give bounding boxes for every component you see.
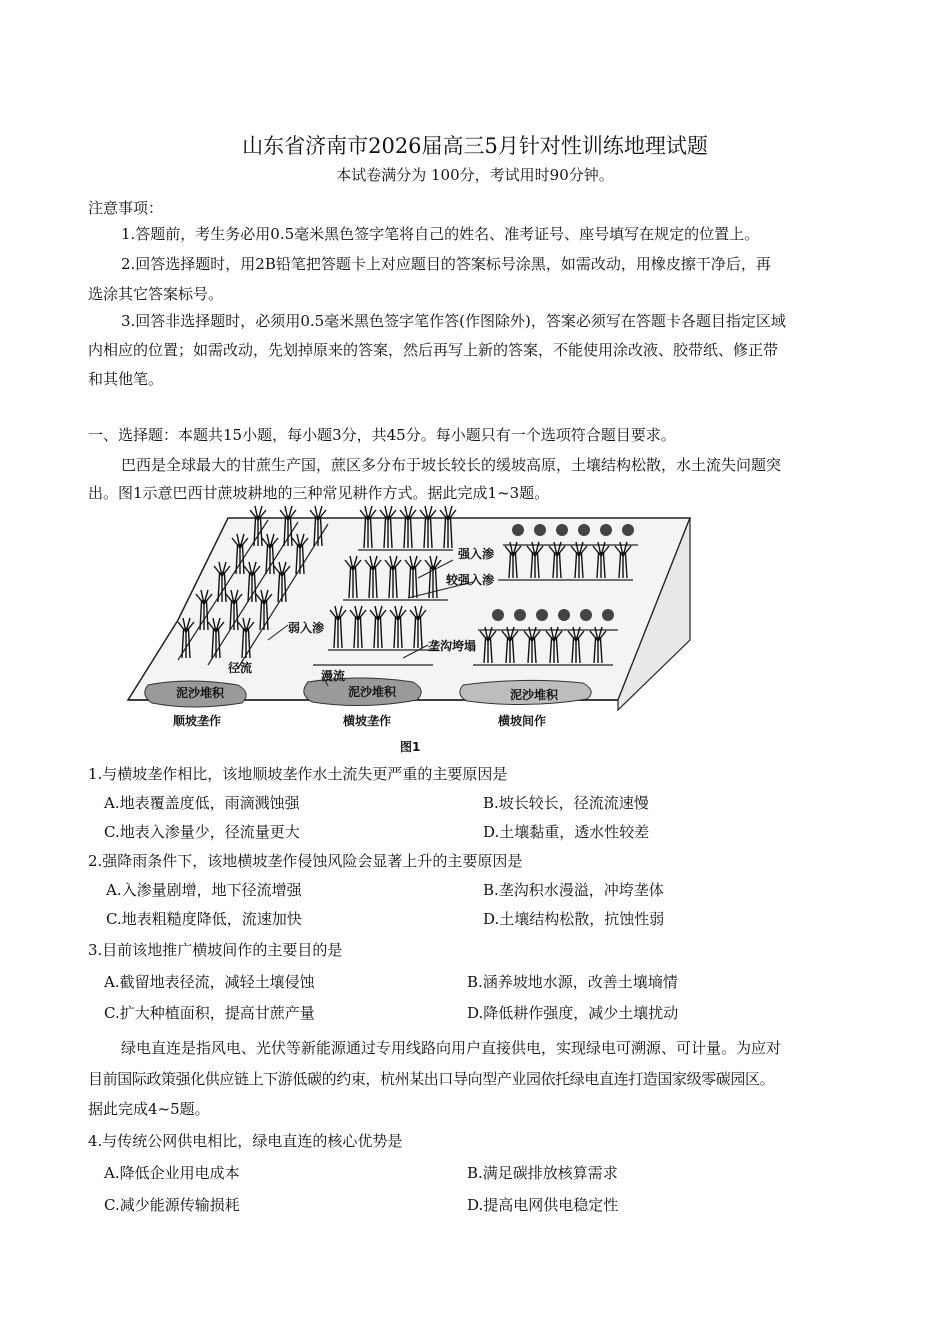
label-medium-infiltration: 较强入渗 bbox=[446, 573, 495, 587]
label-mode-2: 横坡垄作 bbox=[343, 714, 392, 728]
question-4-option-a[interactable]: A.降低企业用电成本 bbox=[104, 1164, 240, 1182]
passage-2-line2: 目前国际政策强化供应链上下游低碳的约束，杭州某出口导向型产业园依托绿电直连打造国家级零碳园区。 bbox=[88, 1070, 775, 1088]
question-3-option-b[interactable]: B.涵养坡地水源，改善土壤墒情 bbox=[467, 973, 678, 991]
intercrop-plant bbox=[600, 524, 612, 536]
notice-item-2-line1: 2.回答选择题时，用2B铅笔把答题卡上对应题目的答案标号涂黑，如需改动，用橡皮擦干净后，再 bbox=[121, 255, 771, 273]
question-3-stem: 3.目前该地推广横坡间作的主要目的是 bbox=[88, 941, 343, 959]
notice-item-3-line1: 3.回答非选择题时，必须用0.5毫米黑色签字笔作答(作图除外)，答案必须写在答题卡各题目指定区域 bbox=[121, 312, 786, 330]
question-2-option-d[interactable]: D.土壤结构松散，抗蚀性弱 bbox=[483, 910, 665, 928]
page-title: 山东省济南市2026届高三5月针对性训练地理试题 bbox=[242, 134, 708, 158]
label-runoff: 径流 bbox=[228, 661, 253, 675]
intercrop-plant bbox=[558, 609, 570, 621]
label-mode-1: 顺坡垄作 bbox=[173, 714, 222, 728]
question-2-option-b[interactable]: B.垄沟积水漫溢，冲垮垄体 bbox=[483, 881, 664, 899]
label-overflow: 漫流 bbox=[321, 669, 346, 683]
passage-2-line3: 据此完成4~5题。 bbox=[88, 1100, 210, 1118]
figure-caption: 图1 bbox=[400, 740, 421, 754]
label-sediment-2: 泥沙堆积 bbox=[348, 685, 397, 699]
intercrop-plant bbox=[492, 609, 504, 621]
passage-1-line1: 巴西是全球最大的甘蔗生产国，蔗区多分布于坡长较长的缓坡高原，土壤结构松散，水土流失问题突 bbox=[121, 456, 782, 474]
question-4-option-d[interactable]: D.提高电网供电稳定性 bbox=[467, 1196, 619, 1214]
notice-item-3-line2: 内相应的位置；如需改动，先划掉原来的答案，然后再写上新的答案，不能使用涂改液、胶带纸、修正带 bbox=[88, 341, 779, 359]
label-weak-infiltration: 弱入渗 bbox=[288, 621, 325, 635]
notice-item-1: 1.答题前，考生务必用0.5毫米黑色签字笔将自己的姓名、准考证号、座号填写在规定的位置上。 bbox=[121, 225, 760, 243]
page-subtitle: 本试卷满分为 100分，考试用时90分钟。 bbox=[336, 166, 614, 184]
question-2-stem: 2.强降雨条件下，该地横坡垄作侵蚀风险会显著上升的主要原因是 bbox=[88, 852, 523, 870]
label-sediment-1: 泥沙堆积 bbox=[176, 686, 225, 700]
question-1-option-d[interactable]: D.土壤黏重，透水性较差 bbox=[483, 823, 650, 841]
question-3-option-d[interactable]: D.降低耕作强度，减少土壤扰动 bbox=[467, 1004, 679, 1022]
intercrop-plant bbox=[580, 609, 592, 621]
question-4-stem: 4.与传统公网供电相比，绿电直连的核心优势是 bbox=[88, 1132, 403, 1150]
intercrop-plant bbox=[512, 524, 524, 536]
notice-item-3-line3: 和其他笔。 bbox=[88, 370, 164, 388]
intercrop-plant bbox=[602, 609, 614, 621]
label-strong-infiltration: 强入渗 bbox=[458, 547, 495, 561]
intercrop-plant bbox=[536, 609, 548, 621]
label-ridge-collapse: 垄沟垮塌 bbox=[428, 639, 477, 653]
question-4-option-c[interactable]: C.减少能源传输损耗 bbox=[104, 1196, 240, 1214]
question-2-option-c[interactable]: C.地表粗糙度降低，流速加快 bbox=[106, 910, 302, 928]
passage-1-line2: 出。图1示意巴西甘蔗坡耕地的三种常见耕作方式。据此完成1~3题。 bbox=[88, 484, 550, 502]
section-heading: 一、选择题：本题共15小题，每小题3分，共45分。每小题只有一个选项符合题目要求。 bbox=[88, 426, 676, 444]
label-mode-3: 横坡间作 bbox=[498, 714, 547, 728]
passage-2-line1: 绿电直连是指风电、光伏等新能源通过专用线路向用户直接供电，实现绿电可溯源、可计量。为应对 bbox=[121, 1039, 782, 1057]
notice-heading: 注意事项： bbox=[88, 199, 164, 217]
notice-item-2-line2: 选涂其它答案标号。 bbox=[88, 285, 224, 303]
question-4-option-b[interactable]: B.满足碳排放核算需求 bbox=[467, 1164, 618, 1182]
intercrop-plant bbox=[556, 524, 568, 536]
question-1-option-b[interactable]: B.坡长较长，径流流速慢 bbox=[483, 794, 649, 812]
intercrop-plant bbox=[622, 524, 634, 536]
figure-1 bbox=[118, 500, 718, 735]
intercrop-plant bbox=[514, 609, 526, 621]
question-3-option-c[interactable]: C.扩大种植面积，提高甘蔗产量 bbox=[104, 1004, 315, 1022]
question-1-option-a[interactable]: A.地表覆盖度低，雨滴溅蚀强 bbox=[104, 794, 300, 812]
question-1-option-c[interactable]: C.地表入渗量少，径流量更大 bbox=[104, 823, 300, 841]
intercrop-plant bbox=[578, 524, 590, 536]
question-1-stem: 1.与横坡垄作相比，该地顺坡垄作水土流失更严重的主要原因是 bbox=[88, 765, 508, 783]
intercrop-plant bbox=[534, 524, 546, 536]
question-2-option-a[interactable]: A.入渗量剧增，地下径流增强 bbox=[106, 881, 302, 899]
label-sediment-3: 泥沙堆积 bbox=[510, 688, 559, 702]
question-3-option-a[interactable]: A.截留地表径流，减轻土壤侵蚀 bbox=[104, 973, 315, 991]
